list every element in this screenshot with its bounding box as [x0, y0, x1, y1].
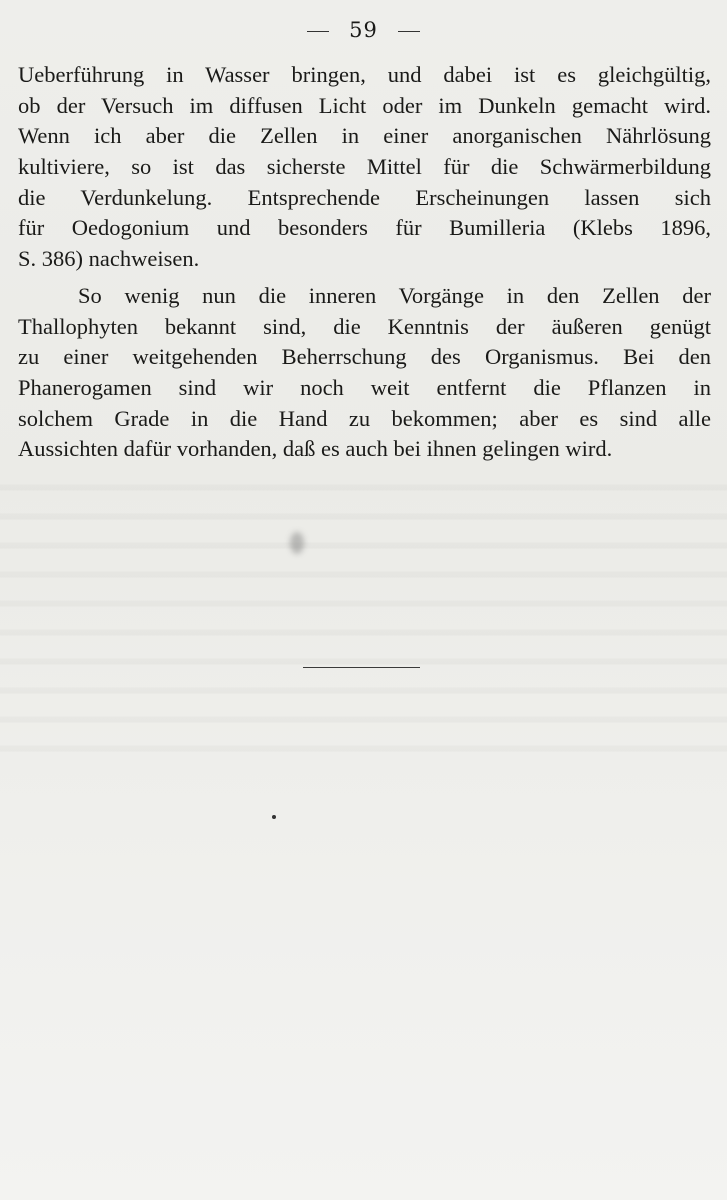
- text-line: Wenn ich aber die Zellen in einer anorganischen Nährlösung: [18, 123, 711, 149]
- text-line: Thallophyten bekannt sind, die Kenntnis der äußeren genügt: [18, 313, 711, 339]
- paragraph-1: [18, 60, 711, 275]
- section-end-rule: [303, 667, 420, 668]
- header-dash-left: [307, 31, 329, 32]
- header-dash-right: [398, 31, 420, 32]
- paragraph-2: [18, 281, 711, 465]
- ink-smudge: [290, 532, 304, 554]
- text-line: die Verdunkelung. Entsprechende Erscheinungen lassen sich: [18, 184, 711, 210]
- page-number: 59: [349, 18, 378, 42]
- page-header: [0, 18, 727, 42]
- text-line: für Oedogonium und besonders für Bumilleria (Klebs 1896,: [18, 215, 711, 241]
- body-text: [18, 60, 711, 465]
- text-line: zu einer weitgehenden Beherrschung des Organismus. Bei den: [18, 344, 711, 370]
- text-line: So wenig nun die inneren Vorgänge in den Zellen der: [78, 282, 711, 308]
- text-line: Phanerogamen sind wir noch weit entfernt die Pflanzen in: [18, 374, 711, 400]
- text-line: solchem Grade in die Hand zu bekommen; aber es sind alle: [18, 405, 711, 431]
- text-line: ob der Versuch im diffusen Licht oder im Dunkeln gemacht wird.: [18, 92, 711, 118]
- text-line: S. 386) nachweisen.: [18, 246, 200, 272]
- text-line: Aussichten dafür vorhanden, daß es auch bei ihnen gelingen wird.: [18, 436, 613, 462]
- bleed-through-text: [0, 470, 727, 770]
- text-line: Ueberführung in Wasser bringen, und dabei ist es gleichgültig,: [18, 62, 711, 87]
- text-line: kultiviere, so ist das sicherste Mittel für die Schwärmerbildung: [18, 154, 711, 180]
- paper-speck: [272, 815, 276, 819]
